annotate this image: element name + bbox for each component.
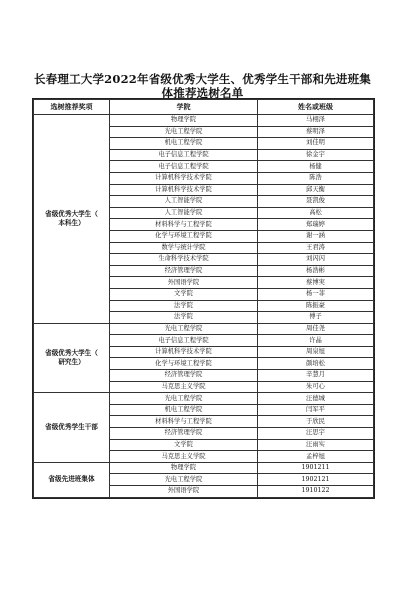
name-or-class-cell: 周佳尧 <box>258 323 374 335</box>
name-or-class-cell: 蔡博実 <box>258 277 374 289</box>
table-body <box>34 115 374 498</box>
table-row <box>34 393 374 405</box>
college-cell: 电子信息工程学院 <box>110 335 258 347</box>
name-or-class-cell: 周泉旭 <box>258 346 374 358</box>
name-or-class-cell: 马栩泽 <box>258 115 374 127</box>
college-cell: 化学与环境工程学院 <box>110 230 258 242</box>
name-or-class-cell: 郑瑞婷 <box>258 219 374 231</box>
college-cell: 光电工程学院 <box>110 393 258 405</box>
college-cell: 外国语学院 <box>110 486 258 498</box>
name-or-class-cell: 刘闪闪 <box>258 254 374 266</box>
award-category-line-1: 省级优秀学生干部 <box>45 423 98 432</box>
name-or-class-cell: 刘佳明 <box>258 138 374 150</box>
award-category-cell <box>34 393 110 463</box>
name-or-class-cell: 孟梓旭 <box>258 451 374 463</box>
college-cell: 马克思主义学院 <box>110 451 258 463</box>
college-cell: 光电工程学院 <box>110 126 258 138</box>
name-or-class-cell: 颜培松 <box>258 358 374 370</box>
award-category-line-1: 省级先进班集体 <box>48 475 95 484</box>
name-or-class-cell: 蔡明泽 <box>258 126 374 138</box>
college-cell: 经济管理学院 <box>110 265 258 277</box>
college-cell: 法学院 <box>110 312 258 324</box>
name-or-class-cell: 1910122 <box>258 486 374 498</box>
name-or-class-cell: 傅子 <box>258 312 374 324</box>
name-or-class-cell: 杨一菲 <box>258 288 374 300</box>
college-cell: 人工智能学院 <box>110 196 258 208</box>
name-or-class-cell: 徐金宇 <box>258 149 374 161</box>
college-cell: 机电工程学院 <box>110 138 258 150</box>
table-row <box>34 462 374 474</box>
college-cell: 材料科学与工程学院 <box>110 416 258 428</box>
award-category-cell <box>34 462 110 497</box>
name-or-class-cell: 辛慧月 <box>258 370 374 382</box>
college-cell: 光电工程学院 <box>110 474 258 486</box>
college-cell: 化学与环境工程学院 <box>110 358 258 370</box>
award-category-line-1: 省级优秀大学生（ <box>45 209 98 218</box>
name-or-class-cell: 汪雨实 <box>258 439 374 451</box>
name-or-class-cell: 汪德城 <box>258 393 374 405</box>
college-cell: 光电工程学院 <box>110 323 258 335</box>
college-cell: 计算机科学技术学院 <box>110 346 258 358</box>
college-cell: 物理学院 <box>110 462 258 474</box>
college-cell: 经济管理学院 <box>110 428 258 440</box>
name-or-class-cell: 杨浩彬 <box>258 265 374 277</box>
award-category-cell <box>34 115 110 324</box>
name-or-class-cell: 朱可心 <box>258 381 374 393</box>
college-cell: 文学院 <box>110 288 258 300</box>
header-college: 学院 <box>110 100 258 115</box>
name-or-class-cell: 陈浩 <box>258 172 374 184</box>
nomination-table <box>33 99 374 498</box>
name-or-class-cell: 谢一涵 <box>258 230 374 242</box>
table-row <box>34 323 374 335</box>
name-or-class-cell: 于欣民 <box>258 416 374 428</box>
college-cell: 计算机科学技术学院 <box>110 184 258 196</box>
name-or-class-cell: 杨健 <box>258 161 374 173</box>
name-or-class-cell: 陈振豪 <box>258 300 374 312</box>
college-cell: 法学院 <box>110 300 258 312</box>
table-row <box>34 115 374 127</box>
college-cell: 数学与统计学院 <box>110 242 258 254</box>
header-award: 选树推荐奖项 <box>34 100 110 115</box>
document-title <box>30 72 375 100</box>
college-cell: 人工智能学院 <box>110 207 258 219</box>
college-cell: 文学院 <box>110 439 258 451</box>
table-header-row <box>34 100 374 115</box>
name-or-class-cell: 汪思宇 <box>258 428 374 440</box>
award-category-line-2: 研究生） <box>58 357 85 366</box>
college-cell: 经济管理学院 <box>110 370 258 382</box>
name-or-class-cell: 王君涛 <box>258 242 374 254</box>
college-cell: 电子信息工程学院 <box>110 161 258 173</box>
name-or-class-cell: 闫军平 <box>258 404 374 416</box>
name-or-class-cell: 许晶 <box>258 335 374 347</box>
title-line-2: 体推荐选树名单 <box>161 86 244 100</box>
name-or-class-cell: 高松 <box>258 207 374 219</box>
name-or-class-cell: 聂凯俊 <box>258 196 374 208</box>
college-cell: 马克思主义学院 <box>110 381 258 393</box>
name-or-class-cell: 1901211 <box>258 462 374 474</box>
header-name-or-class: 姓名或班级 <box>258 100 374 115</box>
college-cell: 机电工程学院 <box>110 404 258 416</box>
college-cell: 外国语学院 <box>110 277 258 289</box>
college-cell: 生命科学技术学院 <box>110 254 258 266</box>
name-or-class-cell: 邱天衡 <box>258 184 374 196</box>
award-category-cell <box>34 323 110 393</box>
name-or-class-cell: 1902121 <box>258 474 374 486</box>
award-category-line-2: 本科生） <box>58 218 85 227</box>
title-line-1: 长春理工大学2022年省级优秀大学生、优秀学生干部和先进班集 <box>33 72 371 86</box>
college-cell: 材料科学与工程学院 <box>110 219 258 231</box>
award-category-line-1: 省级优秀大学生（ <box>45 348 98 357</box>
college-cell: 计算机科学技术学院 <box>110 172 258 184</box>
college-cell: 电子信息工程学院 <box>110 149 258 161</box>
college-cell: 物理学院 <box>110 115 258 127</box>
